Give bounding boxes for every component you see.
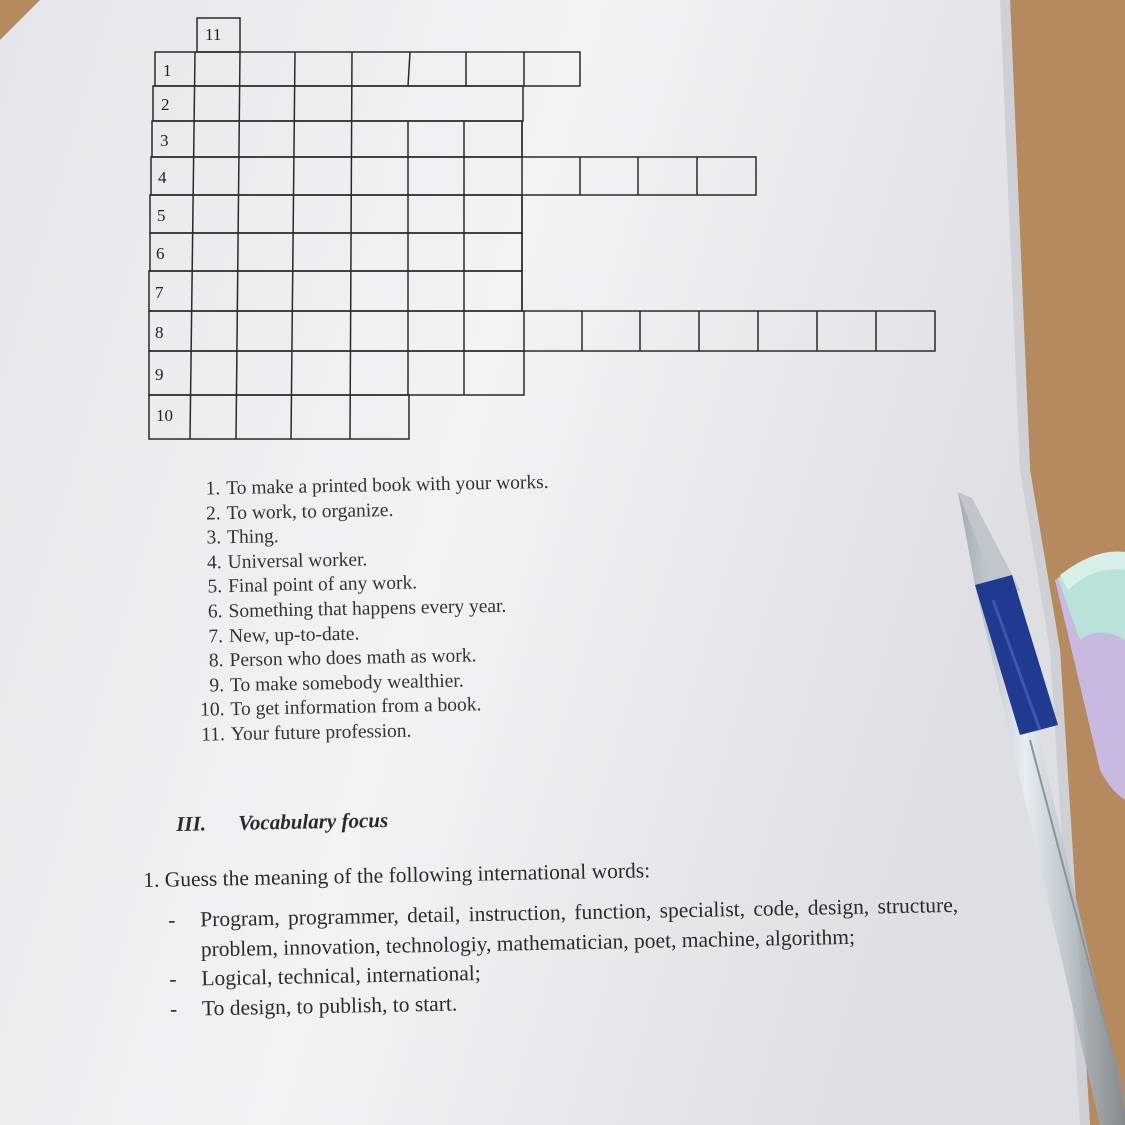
row-label: 9 bbox=[155, 365, 164, 384]
clue-item: 3. Thing. bbox=[206, 526, 279, 549]
row-label: 10 bbox=[156, 406, 173, 425]
word-groups bbox=[168, 891, 960, 1024]
clue-item: 2. To work, to organize. bbox=[205, 499, 394, 525]
row-label: 8 bbox=[155, 323, 164, 342]
row-label: 3 bbox=[160, 131, 169, 150]
row-label: 1 bbox=[163, 61, 172, 80]
task-instruction: 1. Guess the meaning of the following international words: bbox=[143, 858, 651, 892]
clue-item: 10. To get information from a book. bbox=[199, 694, 482, 721]
clue-item: 9. To make somebody wealthier. bbox=[209, 670, 464, 697]
word-group-item: - Program, programmer, detail, instruction, function, specialist, code, design, structure, problem, innovation, technologiy, mathematician, poet, machine, algorithm; bbox=[168, 892, 959, 961]
section-number: III. bbox=[176, 811, 207, 836]
row-label: 4 bbox=[158, 168, 167, 187]
clue-item: 1. To make a printed book with your works. bbox=[205, 471, 549, 500]
row-label: 5 bbox=[157, 206, 166, 225]
row-label: 6 bbox=[156, 244, 165, 263]
clue-item: 4. Universal worker. bbox=[206, 549, 368, 574]
clue-list bbox=[180, 471, 554, 749]
vertical-clue-label: 11 bbox=[205, 25, 222, 44]
clue-item: 7. New, up-to-date. bbox=[208, 623, 360, 648]
word-group-item: - To design, to publish, to start. bbox=[169, 990, 458, 1021]
clue-item: 6. Something that happens every year. bbox=[207, 595, 507, 623]
word-group-item: - Logical, technical, international; bbox=[169, 961, 481, 991]
clue-item: 8. Person who does math as work. bbox=[208, 645, 477, 672]
section-title: Vocabulary focus bbox=[237, 807, 389, 835]
clue-item: 5. Final point of any work. bbox=[207, 572, 418, 598]
clue-item: 11. Your future profession. bbox=[201, 720, 412, 746]
row-label: 7 bbox=[155, 283, 164, 302]
section-heading bbox=[176, 808, 388, 837]
row-label: 2 bbox=[161, 95, 170, 114]
